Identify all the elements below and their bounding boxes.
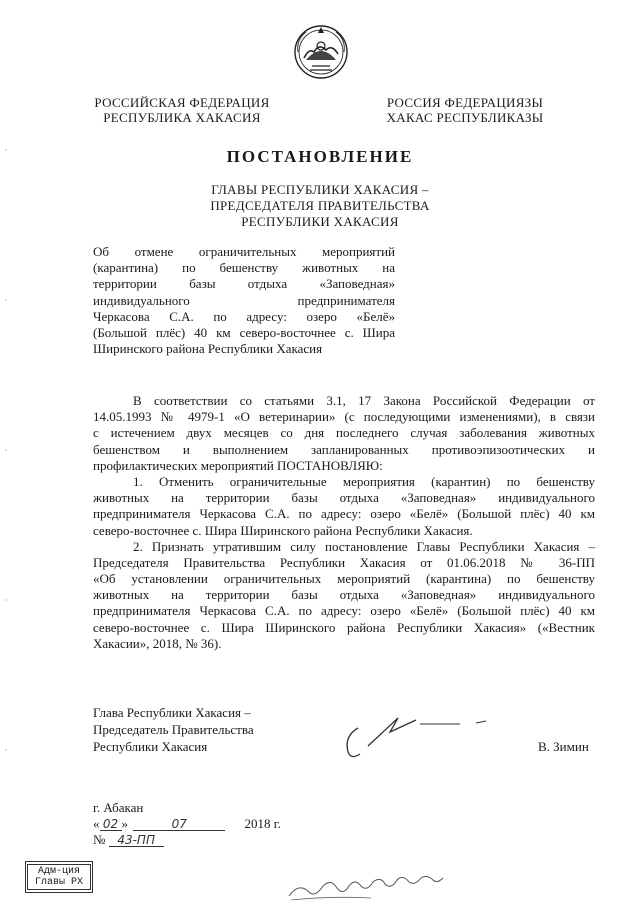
header-left-russian (92, 95, 272, 125)
document-subject (93, 244, 395, 357)
body-line: Хакасии», 2018, № 36). (93, 635, 222, 651)
subject-line: Ширинского района Республики Хакасия (93, 341, 323, 357)
stamp-line: Главы РХ (34, 877, 83, 888)
subject-line: Об отмене ограничительных мероприятий (93, 244, 395, 259)
number-handwritten: 43-ПП (109, 832, 164, 847)
body-line: животных на территории базы отдыха «Заповедная» индивидуального (93, 490, 595, 506)
date-close-quote: » (121, 816, 128, 831)
body-line: предпринимателя Черкасова С.А. по адресу: озеро «Белё» (Большой плёс) 40 км (93, 506, 595, 522)
subject-line: Черкасова С.А. по адресу: озеро «Белё» (93, 308, 395, 324)
subtitle-line: РЕСПУБЛИКИ ХАКАСИЯ (241, 214, 399, 229)
header-right-khakas (380, 95, 550, 125)
coat-of-arms-emblem (292, 22, 350, 80)
signatory-name: В. Зимин (538, 739, 589, 754)
body-line: Председателя Правительства Республики Хакасия от 01.06.2018 № 36-ПП (93, 554, 595, 570)
signatory-title-line: Глава Республики Хакасия – (93, 705, 251, 720)
body-line: «Об установлении ограничительных мероприятий (карантина) по бешенству (93, 571, 595, 587)
scan-margin-marks (4, 0, 8, 905)
number-prefix: № (93, 832, 106, 847)
date-year: 2018 г. (244, 816, 281, 831)
footer-date-row (93, 816, 281, 832)
handwritten-signature (330, 706, 500, 766)
signatory-title-line: Республики Хакасия (93, 739, 208, 754)
header-left-line: РЕСПУБЛИКА ХАКАСИЯ (103, 110, 261, 125)
body-line: животных на территории базы отдыха «Заповедная» индивидуального (93, 587, 595, 603)
body-line: В соответствии со статьями 3.1, 17 Закона Российской Федерации от (133, 393, 595, 408)
body-line: северо-восточнее с. Шира Ширинского района Республики Хакасия» («Вестник (93, 619, 595, 635)
body-line: профилактических мероприятий ПОСТАНОВЛЯЮ: (93, 457, 383, 473)
document-title: ПОСТАНОВЛЕНИЕ (226, 147, 414, 166)
document-footer (93, 800, 281, 848)
document-body (93, 393, 595, 652)
body-line: предпринимателя Черкасова С.А. по адресу: озеро «Белё» (Большой плёс) 40 км (93, 603, 595, 619)
body-line: 14.05.1993 № 4979-1 «О ветеринарии» (с последующими изменениями), в связи (93, 409, 595, 425)
subtitle-line: ГЛАВЫ РЕСПУБЛИКИ ХАКАСИЯ – (211, 182, 429, 197)
subject-line: территории базы отдыха «Заповедная» (93, 276, 395, 292)
body-line: с истечением двух месяцев со дня последнего случая заболевания животных (93, 425, 595, 441)
date-open-quote: « (93, 816, 100, 831)
body-line: 2. Признать утратившим силу постановление Главы Республики Хакасия – (133, 538, 595, 554)
subject-line: индивидуального предпринимателя (93, 292, 395, 308)
date-month-handwritten: 07 (133, 816, 225, 831)
handwritten-note-scribble (285, 874, 465, 904)
document-subtitle (0, 182, 640, 230)
header-right-line: РОССИЯ ФЕДЕРАЦИЯЗЫ (386, 95, 544, 110)
signatory-title (93, 704, 254, 755)
body-line: 1. Отменить ограничительные мероприятия (карантин) по бешенству (133, 473, 595, 489)
body-line: бешенством и выполнением запланированных противоэпизоотических и (93, 441, 595, 457)
subject-line: (карантина) по бешенству животных на (93, 260, 395, 276)
subject-line: (Большой плёс) 40 км северо-восточнее с. Шира (93, 324, 395, 340)
footer-city: г. Абакан (93, 800, 144, 815)
date-day-handwritten: 02 (100, 816, 122, 831)
header-left-line: РОССИЙСКАЯ ФЕДЕРАЦИЯ (94, 95, 270, 110)
body-line: северо-восточнее с. Шира Ширинского района Республики Хакасия. (93, 522, 473, 538)
subtitle-line: ПРЕДСЕДАТЕЛЯ ПРАВИТЕЛЬСТВА (210, 198, 430, 213)
header-right-line: ХАКАС РЕСПУБЛИКАЗЫ (386, 110, 544, 125)
administration-stamp (25, 861, 93, 893)
stamp-line: Адм-ция (37, 866, 80, 877)
signatory-title-line: Председатель Правительства (93, 722, 254, 737)
footer-number-row (93, 832, 281, 848)
